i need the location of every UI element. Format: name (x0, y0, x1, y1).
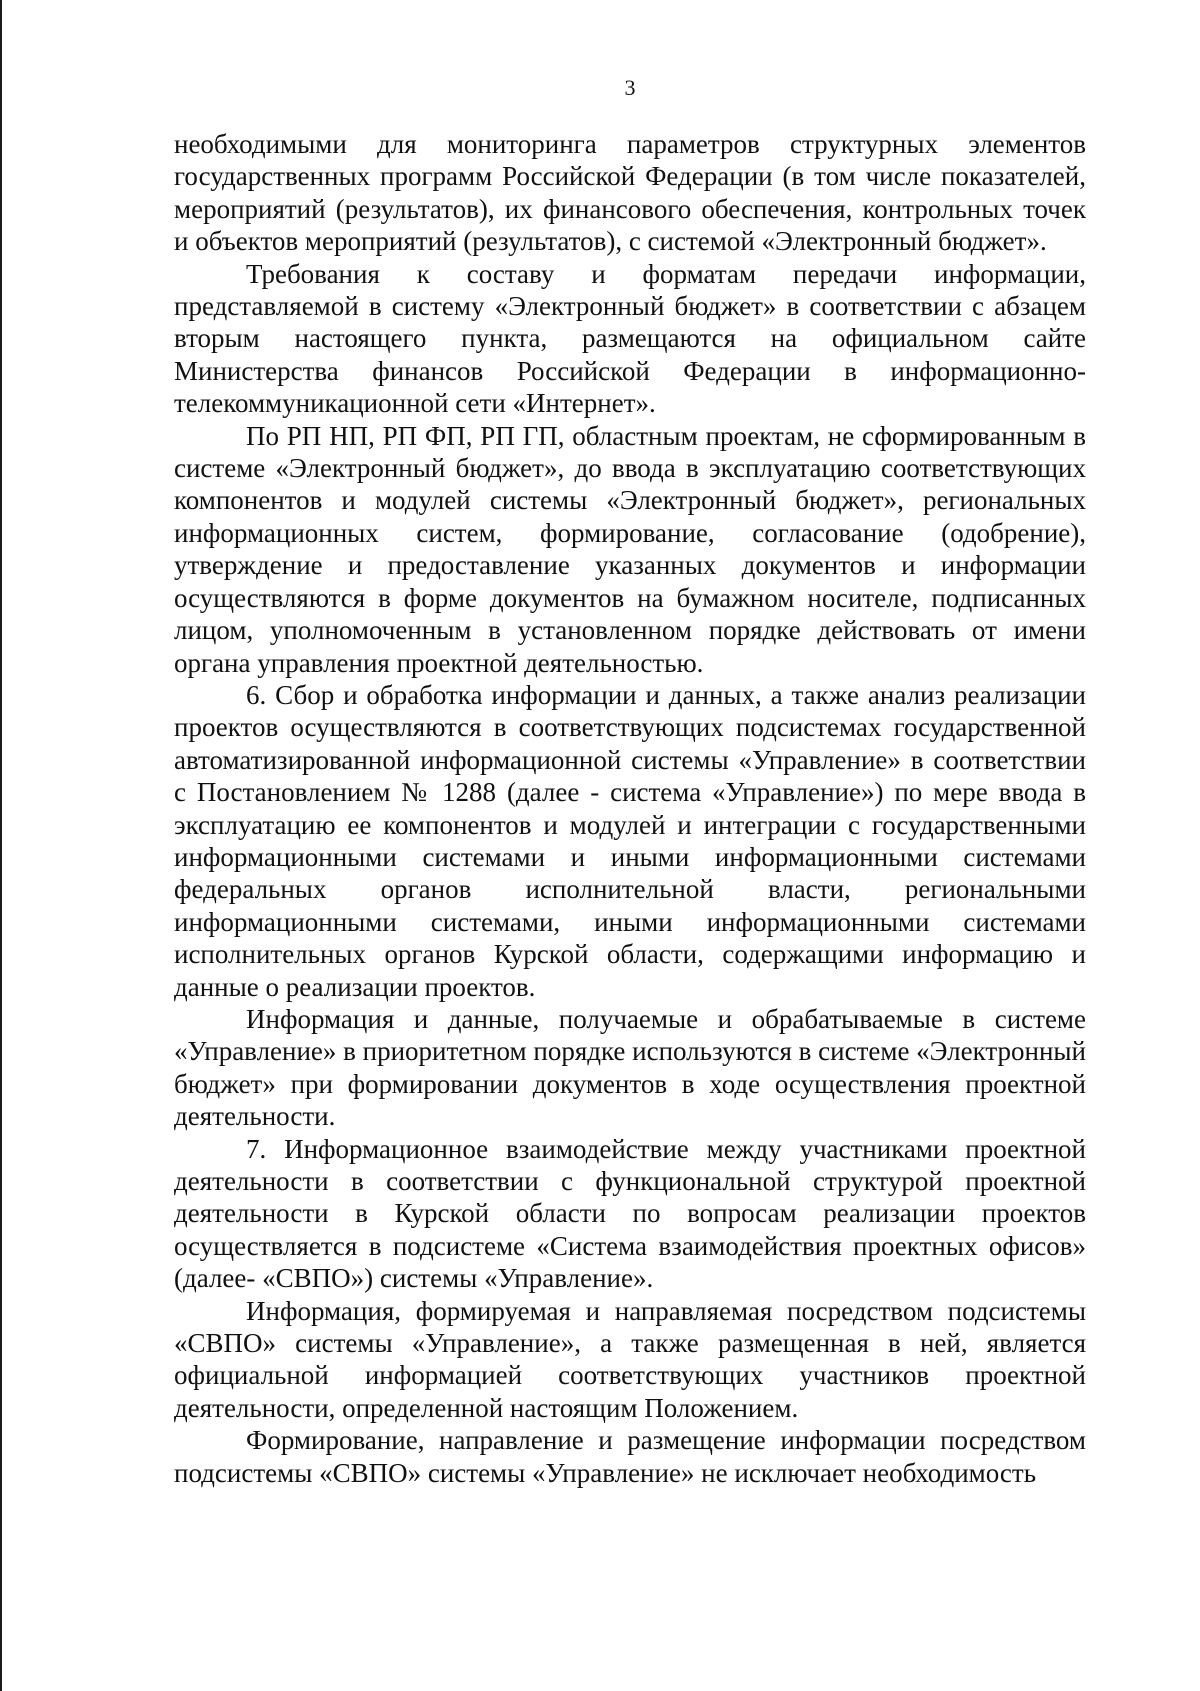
paragraph-management-data: Информация и данные, получаемые и обрабатываемые в системе «Управление» в приоритетном порядке используются в системе «Электронный бюджет» при формировании документов в ходе осуществления проектной деятельности. (174, 1003, 1086, 1132)
paragraph-item-6: 6. Сбор и обработка информации и данных, а также анализ реализации проектов осуществляются в соответствующих подсистемах государственной автоматизированной информационной системы «Управление» в соответствии с Постановлением № 1288 (далее - система «Управление») по мере ввода в эксплуатацию ее компонентов и модулей и интеграции с государственными информационными системами и иными информационными системами федеральных органов исполнительной власти, региональными информационными системами, иными информационными системами исполнительных органов Курской области, содержащими информацию и данные о реализации проектов. (174, 679, 1086, 1002)
paragraph-continuation: необходимыми для мониторинга параметров структурных элементов государственных программ Российской Федерации (в том числе показателей, мероприятий (результатов), их финансового обеспечения, контрольных точек и объектов мероприятий (результатов), с системой «Электронный бюджет». (174, 129, 1086, 257)
paragraph-svpo-info: Информация, формируемая и направляемая посредством подсистемы «СВПО» системы «Управление», а также размещенная в ней, является официальной информацией соответствующих участников проектной деятельности, определенной настоящим Положением. (174, 1295, 1086, 1423)
paragraph-requirements: Требования к составу и форматам передачи информации, представляемой в систему «Электронный бюджет» в соответствии с абзацем вторым настоящего пункта, размещаются на официальном сайте Министерства финансов Российской Федерации в информационно-телекоммуникационной сети «Интернет». (174, 258, 1086, 419)
document-body (174, 128, 1086, 1489)
scan-edge (0, 0, 2, 1691)
paragraph-projects: По РП НП, РП ФП, РП ГП, областным проектам, не сформированным в системе «Электронный бюджет», до ввода в эксплуатацию соответствующих компонентов и модулей системы «Электронный бюджет», региональных информационных систем, формирование, согласование (одобрение), утверждение и предоставление указанных документов и информации осуществляются в форме документов на бумажном носителе, подписанных лицом, уполномоченным в установленном порядке действовать от имени органа управления проектной деятельностью. (174, 420, 1086, 678)
paragraph-item-7: 7. Информационное взаимодействие между участниками проектной деятельности в соответствии с функциональной структурой проектной деятельности в Курской области по вопросам реализации проектов осуществляется в подсистеме «Система взаимодействия проектных офисов» (далее- «СВПО») системы «Управление». (174, 1133, 1086, 1294)
page-number: 3 (624, 75, 636, 100)
paragraph-svpo-forming: Формирование, направление и размещение информации посредством подсистемы «СВПО» системы «Управление» не исключает необходимость (174, 1425, 1086, 1488)
